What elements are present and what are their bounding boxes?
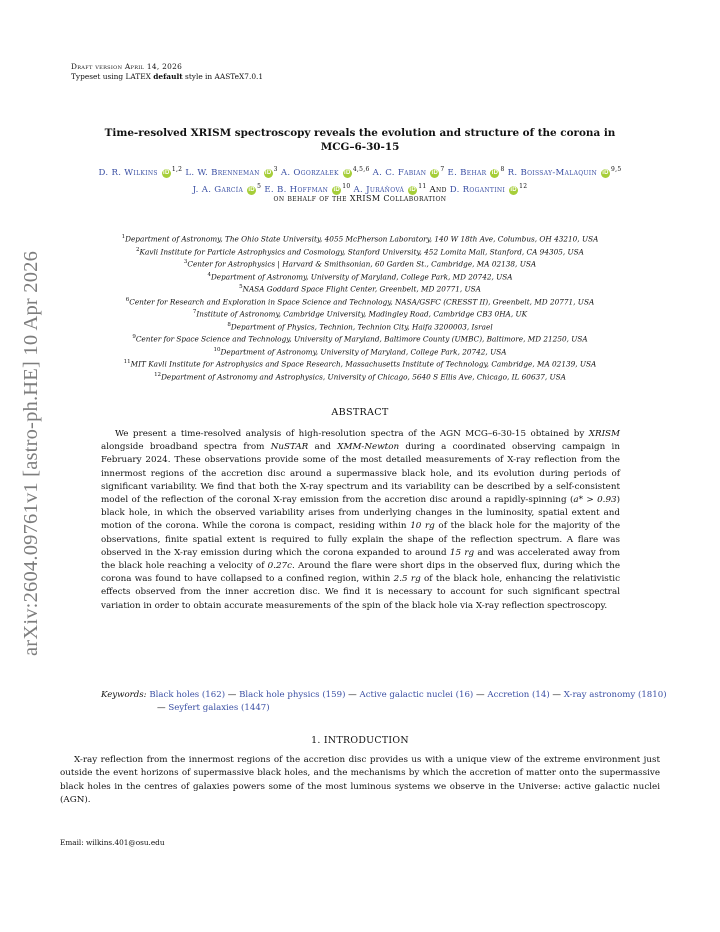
author-name[interactable]: J. A. García: [192, 184, 247, 195]
typeset-suffix: style in AASTeX7.0.1: [182, 72, 264, 81]
affiliation-line: [50, 345, 670, 358]
abstract-heading: ABSTRACT: [331, 407, 389, 418]
affiliation-number: 5: [239, 284, 243, 291]
keyword-link[interactable]: Seyfert galaxies (1447): [168, 703, 270, 714]
radius-3: 2.5 rg: [393, 574, 421, 585]
affiliation-text: Center for Research and Exploration in Space Science and Technology, NASA/GSFC (CRESST II), Greenbelt, MD 20771, USA: [129, 297, 595, 306]
affiliation-text: Center for Astrophysics | Harvard & Smithsonian, 60 Garden St., Cambridge, MA 02138, USA: [187, 259, 537, 269]
latex-logo: LATEX: [125, 72, 151, 81]
keyword-separator: —: [473, 690, 488, 700]
author-affiliation-ref: 1,2: [171, 166, 183, 173]
orcid-icon[interactable]: iD: [333, 186, 341, 193]
affiliation-number: 8: [227, 321, 231, 328]
author-list: [60, 163, 660, 197]
author-affiliation-ref: 10: [342, 182, 351, 190]
section-heading-introduction: 1. INTRODUCTION: [311, 735, 409, 746]
affiliation-text: Institute of Astronomy, Cambridge University, Madingley Road, Cambridge CB3 0HA, UK: [196, 309, 528, 319]
affiliation-text: Department of Astronomy, University of Maryland, College Park, MD 20742, USA: [210, 271, 513, 281]
affiliation-line: [50, 282, 670, 295]
affiliation-line: [50, 370, 670, 383]
radius-1: 10 rg: [410, 521, 435, 532]
keyword-link[interactable]: Black holes (162): [149, 690, 226, 700]
orcid-icon[interactable]: iD: [602, 169, 609, 176]
affiliation-line: [50, 320, 670, 333]
orcid-icon[interactable]: iD: [409, 186, 417, 193]
affiliation-number: 1: [121, 234, 126, 240]
draft-version: Draft version April 14, 2026: [71, 62, 183, 71]
affiliation-line: [50, 257, 670, 270]
author-affiliation-ref: 4,5,6: [352, 166, 370, 173]
affiliation-text: MIT Kavli Institute for Astrophysics and Space Research, Massachusetts Institute of Technology, Cambridge, MA 02139, USA: [130, 359, 597, 369]
author-affiliation-ref: 5: [257, 182, 262, 190]
title-line-2: MCG–6-30-15: [320, 141, 400, 153]
affiliation-number: 11: [123, 359, 131, 366]
orcid-icon[interactable]: iD: [248, 186, 255, 193]
orcid-icon[interactable]: iD: [264, 169, 272, 176]
affiliation-text: Department of Astronomy, University of Maryland, College Park, 20742, USA: [220, 347, 507, 357]
keyword-separator: —: [549, 690, 564, 700]
affiliation-line: [50, 270, 670, 283]
author-name[interactable]: R. Boissay-Malaquin: [507, 167, 601, 178]
velocity-value: 0.27c: [267, 561, 293, 572]
affiliation-line: [50, 232, 670, 245]
author-affiliation-ref: 7: [440, 166, 445, 173]
affiliation-text: Department of Astronomy and Astrophysics, University of Chicago, 5640 S Ellis Ave, Chicago, IL 60637, USA: [161, 372, 566, 382]
author-and: And: [426, 184, 450, 195]
keyword-link[interactable]: Active galactic nuclei (16): [359, 690, 474, 700]
orcid-icon[interactable]: iD: [431, 169, 439, 176]
affiliation-number: 9: [132, 334, 136, 341]
author-name[interactable]: D. R. Wilkins: [98, 167, 161, 178]
affiliation-number: 3: [183, 259, 188, 266]
author-affiliation-ref: 12: [519, 182, 528, 190]
affiliation-number: 12: [154, 371, 162, 378]
author-name[interactable]: A. C. Fabian: [372, 167, 430, 178]
author-affiliation-ref: 3: [273, 166, 278, 173]
mission-xrism: XRISM: [588, 429, 620, 439]
affiliation-text: Department of Astronomy, The Ohio State University, 4055 McPherson Laboratory, 140 W 18th Ave, Columbus, OH 43210, USA: [125, 234, 599, 244]
collaboration-line: on behalf of the XRISM Collaboration: [273, 194, 447, 203]
keywords-label: Keywords:: [101, 690, 147, 700]
keyword-separator: —: [157, 703, 169, 714]
author-affiliation-ref: 8: [500, 166, 505, 173]
paper-title: [70, 126, 650, 154]
orcid-icon[interactable]: iD: [491, 169, 499, 176]
affiliation-number: 2: [136, 246, 140, 253]
typeset-prefix: Typeset using: [71, 72, 126, 81]
author-affiliation-ref: 9,5: [611, 166, 622, 173]
affiliation-text: NASA Goddard Space Flight Center, Greenbelt, MD 20771, USA: [242, 284, 481, 294]
abstract-text: We present a time-resolved analysis of high-resolution spectra of the AGN MCG–6-30-15 obtained by XRISM alongside broadband spectra from NuSTAR and XMM-Newton during a coordinated observing campaign in February 2024. These observations provide some of the most detailed measurements of X-ray reflection from the innermost regions of the accretion disc around a supermassive black hole, and its evolution during periods of significant variability. We find that both the X-ray spectrum and its variability can be described by a self-consistent model of the reflection of the coronal X-ray emission from the accretion disc around a rapidly-spinning (a* > 0.93) black hole, in which the observed variability arises from underlying changes in the luminosity, spatial extent and motion of the corona. While the corona is compact, residing within 10 rg of the black hole for the majority of the observations, finite spatial extent is required to fully explain the shape of the reflection spectrum. A flare was observed in the X-ray emission during which the corona expanded to around 15 rg and was accelerated away from the black hole reaching a velocity of 0.27c. Around the flare were short dips in the observed flux, during which the corona was found to have collapsed to a confined region, within 2.5 rg of the black hole, enhancing the relativistic effects observed from the inner accretion disc. We find it is necessary to account for such significant spectral variation in order to obtain accurate measurements of the spin of the black hole via X-ray reflection spectroscopy.: [101, 429, 621, 611]
author-affiliation-ref: 11: [418, 182, 427, 190]
mission-nustar: NuSTAR: [270, 442, 309, 453]
orcid-icon[interactable]: iD: [163, 169, 170, 176]
keyword-link[interactable]: X-ray astronomy (1810): [563, 690, 667, 700]
author-name[interactable]: E. B. Hoffman: [264, 184, 332, 195]
author-name[interactable]: A. Juráňová: [353, 184, 408, 195]
affiliation-text: Kavli Institute for Particle Astrophysics and Cosmology, Stanford University, 452 Lomita Mall, Stanford, CA 94305, USA: [139, 246, 584, 256]
affiliation-number: 4: [207, 271, 211, 278]
affiliation-text: Department of Physics, Technion, Technion City, Haifa 3200003, Israel: [230, 322, 493, 332]
orcid-icon[interactable]: iD: [344, 169, 351, 176]
arxiv-sidebar-stamp: arXiv:2604.09761v1 [astro-ph.HE] 10 Apr 2026: [20, 250, 42, 656]
author-name[interactable]: D. Rogantini: [449, 184, 509, 195]
typeset-line: [71, 72, 263, 82]
affiliation-number: 10: [213, 346, 221, 353]
author-name[interactable]: A. Ogorzałek: [280, 167, 342, 178]
radius-2: 15 rg: [449, 547, 475, 558]
keywords: [101, 689, 676, 715]
affiliation-number: 6: [125, 296, 130, 303]
mission-xmm: XMM-Newton: [337, 442, 400, 453]
affiliation-line: [50, 245, 670, 258]
author-name[interactable]: L. W. Brenneman: [185, 167, 263, 178]
affiliation-line: [50, 357, 670, 370]
keyword-link[interactable]: Black hole physics (159): [239, 690, 346, 700]
affiliation-line: [50, 307, 670, 320]
draft-header: [71, 62, 263, 82]
affiliation-line: [50, 332, 670, 345]
keyword-separator: —: [225, 690, 240, 700]
spin-value: a* > 0.93: [573, 495, 617, 506]
keyword-separator: —: [345, 690, 360, 700]
affiliation-line: [50, 295, 670, 308]
author-name[interactable]: E. Behar: [447, 167, 490, 178]
introduction-paragraph: X-ray reflection from the innermost regions of the accretion disc provides us with a unique view of the extreme environment just outside the event horizons of supermassive black holes, and the mechanisms by which the accretion of matter onto the supermassive black holes in the centres of galaxies powers some of the most luminous systems we observe in the Universe: active galactic nuclei (AGN).: [60, 755, 660, 805]
footnote-email: Email: wilkins.401@osu.edu: [60, 838, 165, 847]
orcid-icon[interactable]: iD: [510, 186, 517, 193]
title-line-1: Time-resolved XRISM spectroscopy reveals the evolution and structure of the corona in: [104, 127, 616, 139]
keyword-link[interactable]: Accretion (14): [487, 690, 550, 700]
typeset-style: default: [153, 72, 183, 81]
affiliation-list: [50, 232, 670, 382]
affiliation-text: Center for Space Science and Technology, University of Maryland, Baltimore County (UMBC), Baltimore, MD 21250, USA: [135, 334, 588, 344]
affiliation-number: 7: [192, 309, 197, 316]
